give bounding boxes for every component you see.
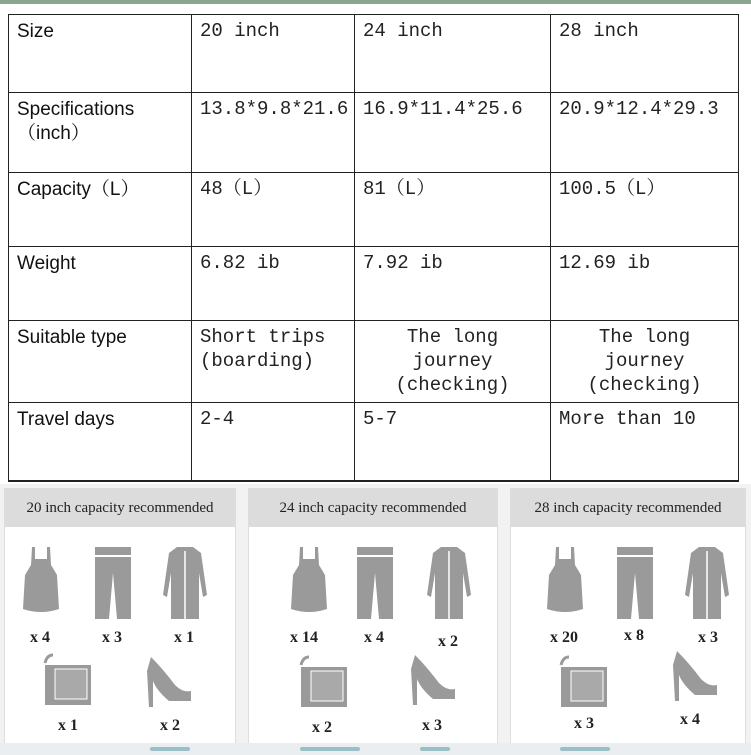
pants-icon xyxy=(609,545,661,621)
bag-icon xyxy=(41,649,93,725)
table-row xyxy=(9,173,739,247)
table-row xyxy=(9,93,739,173)
coat-count: x 1 xyxy=(174,629,194,646)
dress-item xyxy=(277,545,341,629)
cell-24-inch: 81（L） xyxy=(355,173,551,247)
dress-icon xyxy=(283,545,335,621)
coat-item xyxy=(417,545,481,629)
row-label: Specifications （inch） xyxy=(9,93,192,173)
panel-title: 24 inch capacity recommended xyxy=(249,489,497,527)
panel-title: 20 inch capacity recommended xyxy=(5,489,235,527)
dress-count: x 14 xyxy=(290,629,318,646)
coat-icon xyxy=(681,545,733,621)
cell-20-inch: 13.8*9.8*21.6 xyxy=(192,93,355,173)
bottom-decorative-strip xyxy=(0,743,751,755)
coat-icon xyxy=(423,545,475,621)
top-accent-line xyxy=(0,0,751,4)
table-row xyxy=(9,15,739,93)
row-label: Capacity（L） xyxy=(9,173,192,247)
panel-title: 28 inch capacity recommended xyxy=(511,489,745,527)
table-row xyxy=(9,403,739,481)
pants-count: x 8 xyxy=(624,627,644,644)
table-row xyxy=(9,321,739,403)
dress-item xyxy=(533,545,597,629)
panel-24-inch xyxy=(248,488,498,748)
heel-count: x 2 xyxy=(160,717,180,734)
high-heel-icon xyxy=(143,651,195,727)
table-row xyxy=(9,247,739,321)
cell-20-inch: 20 inch xyxy=(192,15,355,93)
row-label: Weight xyxy=(9,247,192,321)
cell-24-inch: 5-7 xyxy=(355,403,551,481)
heel-count: x 4 xyxy=(680,711,700,728)
pants-count: x 3 xyxy=(102,629,122,646)
bag-count: x 1 xyxy=(58,717,78,734)
coat-item xyxy=(153,545,217,629)
coat-count: x 2 xyxy=(438,633,458,650)
cell-20-inch: Short trips (boarding) xyxy=(192,321,355,403)
cell-24-inch: 7.92 ib xyxy=(355,247,551,321)
coat-item xyxy=(675,545,739,629)
pants-item xyxy=(81,545,145,629)
pants-item xyxy=(603,545,667,629)
dress-count: x 20 xyxy=(550,629,578,646)
pants-icon xyxy=(87,545,139,621)
row-label: Travel days xyxy=(9,403,192,481)
bag-count: x 2 xyxy=(312,719,332,736)
bag-count: x 3 xyxy=(574,715,594,732)
cell-28-inch: More than 10 xyxy=(551,403,739,481)
coat-count: x 3 xyxy=(698,629,718,646)
row-label: Size xyxy=(9,15,192,93)
pants-item xyxy=(343,545,407,629)
cell-20-inch: 2-4 xyxy=(192,403,355,481)
cell-28-inch: 12.69 ib xyxy=(551,247,739,321)
cell-28-inch: 20.9*12.4*29.3 xyxy=(551,93,739,173)
row-label: Suitable type xyxy=(9,321,192,403)
cell-24-inch: The long journey (checking) xyxy=(355,321,551,403)
cell-24-inch: 16.9*11.4*25.6 xyxy=(355,93,551,173)
pants-count: x 4 xyxy=(364,629,384,646)
capacity-panels xyxy=(0,484,751,755)
cell-20-inch: 6.82 ib xyxy=(192,247,355,321)
cell-28-inch: 28 inch xyxy=(551,15,739,93)
coat-icon xyxy=(159,545,211,621)
cell-28-inch: The long journey (checking) xyxy=(551,321,739,403)
heel-count: x 3 xyxy=(422,717,442,734)
panel-20-inch xyxy=(4,488,236,748)
dress-icon xyxy=(15,545,67,621)
size-spec-table xyxy=(8,14,739,482)
pants-icon xyxy=(349,545,401,621)
cell-28-inch: 100.5（L） xyxy=(551,173,739,247)
dress-item xyxy=(9,545,73,629)
cell-20-inch: 48（L） xyxy=(192,173,355,247)
bag-icon xyxy=(297,651,349,727)
dress-icon xyxy=(539,545,591,621)
cell-24-inch: 24 inch xyxy=(355,15,551,93)
panel-28-inch xyxy=(510,488,746,748)
high-heel-icon xyxy=(669,645,721,721)
high-heel-icon xyxy=(407,649,459,725)
dress-count: x 4 xyxy=(30,629,50,646)
